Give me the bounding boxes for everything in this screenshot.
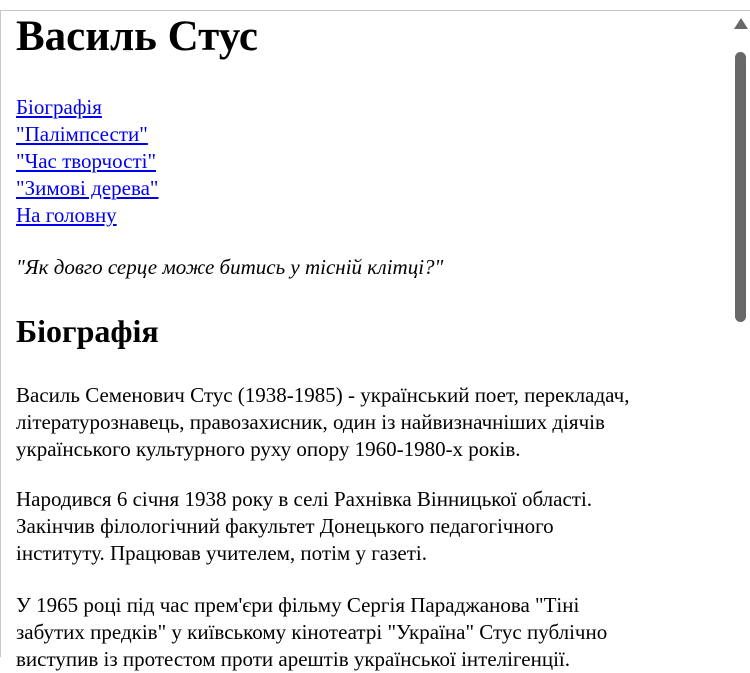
nav-menu (16, 94, 158, 229)
nav-link-time-of-creativity[interactable]: "Час творчості" (16, 149, 157, 173)
paragraph-line: Народився 6 січня 1938 року в селі Рахнівка Вінницької області. (16, 487, 593, 511)
paragraph-line: виступив із протестом проти арештів української інтелігенції. (16, 647, 571, 671)
paragraph-line: інституту. Працював учителем, потім у газеті. (16, 541, 428, 565)
epigraph-quote: "Як довго серце може битись у тісній клітці?" (16, 255, 444, 279)
biography-paragraph-3 (16, 592, 721, 673)
page-viewport[interactable] (1, 12, 731, 671)
biography-paragraph-1 (16, 382, 721, 463)
paragraph-line: У 1965 році під час прем'єри фільму Сергія Параджанова "Тіні (16, 593, 580, 617)
page-title: Василь Стус (16, 13, 258, 60)
paragraph-line: літературознавець, правозахисник, один із найвизначніших діячів (16, 410, 605, 434)
nav-link-palimpsests[interactable]: "Палімпсести" (16, 122, 148, 146)
nav-link-biography[interactable]: Біографія (16, 95, 102, 119)
paragraph-line: Василь Семенович Стус (1938-1985) - український поет, перекладач, (16, 383, 630, 407)
window-top-edge (0, 0, 750, 11)
paragraph-line: забутих предків" у київському кінотеатрі "Україна" Стус публічно (16, 620, 608, 644)
scrollbar-thumb[interactable] (735, 52, 746, 322)
biography-paragraph-2 (16, 486, 721, 567)
section-heading-biography: Біографія (16, 313, 159, 349)
paragraph-line: Закінчив філологічний факультет Донецького педагогічного (16, 514, 554, 538)
paragraph-line: українського культурного руху опору 1960-1980-х років. (16, 437, 521, 461)
nav-link-home[interactable]: На головну (16, 203, 117, 227)
nav-link-winter-trees[interactable]: "Зимові дерева" (16, 176, 159, 200)
vertical-scrollbar[interactable] (731, 12, 750, 657)
triangle-up-icon[interactable] (734, 18, 748, 29)
